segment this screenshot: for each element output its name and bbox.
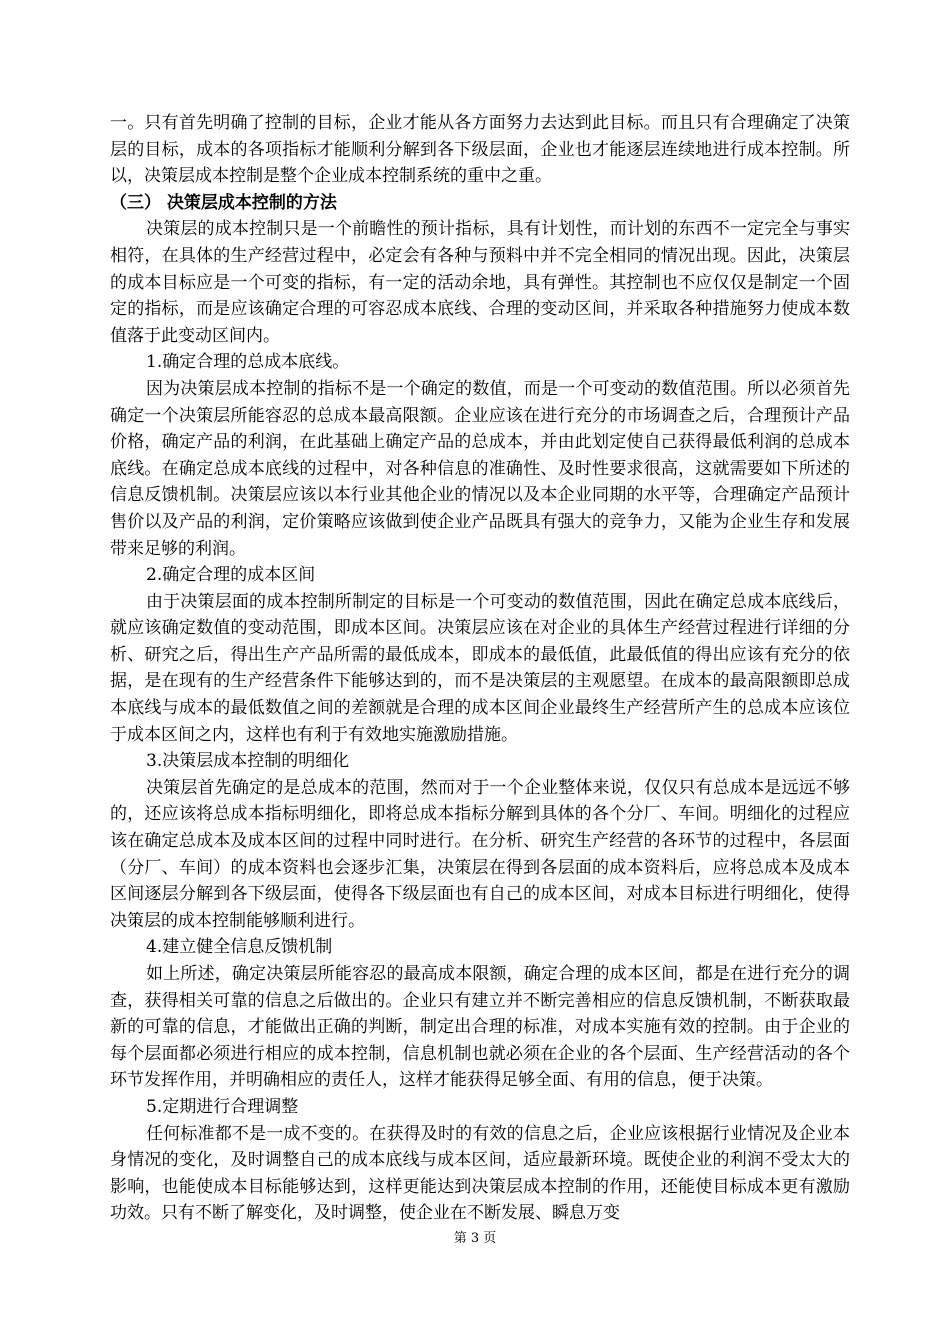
subsection-body: 由于决策层面的成本控制所制定的目标是一个可变动的数值范围，因此在确定总成本底线后，就应该确定数值的变动范围，即成本区间。决策层应该在对企业的具体生产经营过程进行详细的分析、研究之后，得出生产产品所需的最低成本，即成本的最低值，此最低值的得出应该有充分的依据，是在现有的生产经营条件下能够达到的，而不是决策层的主观愿望。在成本的最高限额即总成本底线与成本的最低数值之间的差额就是合理的成本区间企业最终生产经营所产生的总成本应该位于成本区间之内，这样也有利于有效地实施激励措施。	[110, 591, 850, 745]
subsection-heading: 2.确定合理的成本区间	[146, 565, 316, 586]
subsection-body: 因为决策层成本控制的指标不是一个确定的数值，而是一个可变动的数值范围。所以必须首先确定一个决策层所能容忍的总成本最高限额。企业应该在进行充分的市场调查之后，合理预计产品价格，确定产品的利润，在此基础上确定产品的总成本，并由此划定使自己获得最低利润的总成本底线。在确定总成本底线的过程中，对各种信息的准确性、及时性要求很高，这就需要如下所述的信息反馈机制。决策层应该以本行业其他企业的情况以及本企业同期的水平等，合理确定产品预计售价以及产品的利润，定价策略应该做到使企业产品既具有强大的竞争力，又能为企业生存和发展带来足够的利润。	[110, 378, 850, 559]
subsection-5	[110, 1094, 850, 1227]
subsection-body: 任何标准都不是一成不变的。在获得及时的有效的信息之后，企业应该根据行业情况及企业本身情况的变化，及时调整自己的成本底线与成本区间，适应最新环境。既使企业的利润不受太大的影响，也能使成本目标能够达到，这样更能达到决策层成本控制的作用，还能使目标成本更有激励功效。只有不断了解变化，及时调整，使企业在不断发展、瞬息万变	[110, 1123, 850, 1224]
document-page	[110, 110, 850, 1227]
intro-paragraph: 一。只有首先明确了控制的目标，企业才能从各方面努力去达到此目标。而且只有合理确定了决策层的目标，成本的各项指标才能顺利分解到各下级层面，企业也才能逐层连续地进行成本控制。所以，决策层成本控制是整个企业成本控制系统的重中之重。	[110, 113, 850, 187]
subsection-body: 决策层首先确定的是总成本的范围，然而对于一个企业整体来说，仅仅只有总成本是远远不够的，还应该将总成本指标明细化，即将总成本指标分解到具体的各个分厂、车间。明细化的过程应该在确定总成本及成本区间的过程中同时进行。在分析、研究生产经营的各环节的过程中，各层面（分厂、车间）的成本资料也会逐步汇集，决策层在得到各层面的成本资料后，应将总成本及成本区间逐层分解到各下级层面，使得各下级层面也有自己的成本区间，对成本目标进行明细化，使得决策层的成本控制能够顺利进行。	[110, 777, 850, 931]
subsection-1	[110, 349, 850, 562]
subsection-heading: 4.建立健全信息反馈机制	[146, 937, 333, 958]
subsection-4	[110, 934, 850, 1094]
subsection-body: 如上所述，确定决策层所能容忍的最高成本限额，确定合理的成本区间，都是在进行充分的调查，获得相关可靠的信息之后做出的。企业只有建立并不断完善相应的信息反馈机制，不断获取最新的可靠的信息，才能做出正确的判断，制定出合理的标准，对成本实施有效的控制。由于企业的每个层面都必须进行相应的成本控制，信息机制也就必须在企业的各个层面、生产经营活动的各个环节发挥作用，并明确相应的责任人，这样才能获得足够全面、有用的信息，便于决策。	[110, 964, 850, 1091]
subsection-heading: 1.确定合理的总成本底线。	[146, 352, 350, 373]
subsection-3	[110, 748, 850, 934]
subsection-heading: 5.定期进行合理调整	[146, 1096, 299, 1117]
section-intro-paragraph: 决策层的成本控制只是一个前瞻性的预计指标，具有计划性，而计划的东西不一定完全与事实相符，在具体的生产经营过程中，必定会有各种与预料中并不完全相同的情况出现。因此，决策层的成本目标应是一个可变的指标，有一定的活动余地，具有弹性。其控制也不应仅仅是制定一个固定的指标，而是应该确定合理的可容忍成本底线、合理的变动区间，并采取各种措施努力使成本数值落于此变动区间内。	[110, 219, 850, 346]
section-heading: （三） 决策层成本控制的方法	[110, 192, 337, 213]
subsection-2	[110, 562, 850, 748]
subsection-heading: 3.决策层成本控制的明细化	[146, 751, 350, 772]
page-number: 第 3 页	[453, 1231, 497, 1246]
